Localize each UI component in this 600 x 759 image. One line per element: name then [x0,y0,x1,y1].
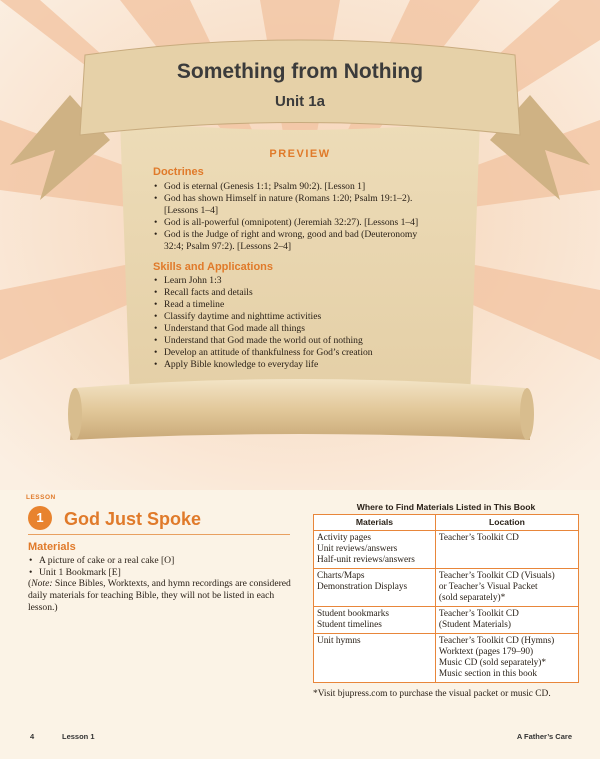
cell-line: Unit reviews/answers [317,544,398,554]
unit-title: Something from Nothing [176,60,424,83]
doctrine-item [153,229,418,253]
table-cell-materials [314,634,436,683]
table-cell-materials [314,607,436,634]
footer-book-title: A Father’s Care [516,732,572,741]
table-cell-location [435,531,578,569]
skills-heading: Skills and Applications [153,261,274,273]
cell-line: Worktext (pages 179–90) [438,647,534,657]
table-row [314,634,579,683]
materials-location-table [313,514,579,683]
doctrine-item [153,193,418,217]
skills-list [153,275,373,371]
note-label: Note: [31,578,53,589]
unit-subtitle: Unit 1a [274,93,325,110]
cell-line: Teacher’s Toolkit CD (Visuals) [438,571,555,581]
cell-line: or Teacher’s Visual Packet [438,582,538,592]
materials-heading: Materials [28,541,76,553]
doctrines-list [153,181,418,253]
footer-lesson-label: Lesson 1 [62,732,95,741]
cell-line: Charts/Maps [317,571,365,581]
cell-line: Unit hymns [317,636,361,646]
cell-line: Student bookmarks [317,609,390,619]
materials-note: (Note: Since Bibles, Worktexts, and hymn recordings are considered daily materials for teaching Bible, they will not be listed in each lesson.) [28,578,291,613]
table-cell-location [435,607,578,634]
lesson-title: God Just Spoke [64,509,202,529]
skill-item: • Develop an attitude of thankfulness for God’s creation [153,347,373,359]
table-header-location: Location [435,515,578,531]
cell-line: Activity pages [317,533,371,543]
table-footnote: *Visit bjupress.com to purchase the visual packet or music CD. [313,689,551,699]
cell-line: Teacher’s Toolkit CD (Hymns) [438,636,555,646]
skill-item: • Understand that God made the world out of nothing [153,335,373,347]
doctrine-line: • God is eternal (Genesis 1:1; Psalm 90:2). [Lesson 1] [164,181,366,192]
lesson-number-badge: 1 [28,506,52,530]
cell-line: Teacher’s Toolkit CD [438,533,519,543]
table-row [314,569,579,607]
doctrine-line: 32:4; Psalm 97:2). [Lessons 2–4] [164,241,292,252]
cell-line: Demonstration Displays [317,582,408,592]
skill-item: • Recall facts and details [153,287,373,299]
table-row [314,531,579,569]
lesson-tag: LESSON [26,494,56,501]
skill-item: • Classify daytime and nighttime activities [153,311,373,323]
cell-line: Teacher’s Toolkit CD [438,609,519,619]
cell-line: Student timelines [317,620,382,630]
skill-item: • Understand that God made all things [153,323,373,335]
skill-item: • Learn John 1:3 [153,275,373,287]
doctrine-item [153,181,418,193]
material-item: • A picture of cake or a real cake [O] [28,555,298,567]
table-cell-materials [314,531,436,569]
lesson-divider [28,534,290,535]
doctrine-line: • God has shown Himself in nature (Romans 1:20; Psalm 19:1–2). [164,193,413,204]
table-cell-location [435,569,578,607]
cell-line: Music CD (sold separately)* [438,658,547,668]
preview-label: PREVIEW [269,148,331,160]
materials-list [28,555,298,579]
cell-line: (Student Materials) [438,620,511,630]
note-text: Since Bibles, Worktexts, and hymn recordings are considered daily materials for teaching Bible, they will not be listed in each lesson.) [28,578,291,613]
skill-item: • Read a timeline [153,299,373,311]
table-cell-materials [314,569,436,607]
doctrine-line: • God is all-powerful (omnipotent) (Jeremiah 32:27). [Lessons 1–4] [164,217,419,228]
cell-line: (sold separately)* [438,593,506,603]
skill-item: • Apply Bible knowledge to everyday life [153,359,373,371]
material-item: • Unit 1 Bookmark [E] [28,567,298,579]
table-caption: Where to Find Materials Listed in This Book [356,502,536,512]
doctrine-line: • God is the Judge of right and wrong, good and bad (Deuteronomy [164,229,418,240]
cell-line: Half-unit reviews/answers [317,555,415,565]
table-row [314,607,579,634]
doctrine-line: [Lessons 1–4] [164,205,219,216]
table-cell-location [435,634,578,683]
cell-line: Music section in this book [438,669,538,679]
doctrine-item [153,217,418,229]
page-number: 4 [30,732,35,741]
table-header-materials: Materials [314,515,436,531]
doctrines-heading: Doctrines [153,166,204,178]
